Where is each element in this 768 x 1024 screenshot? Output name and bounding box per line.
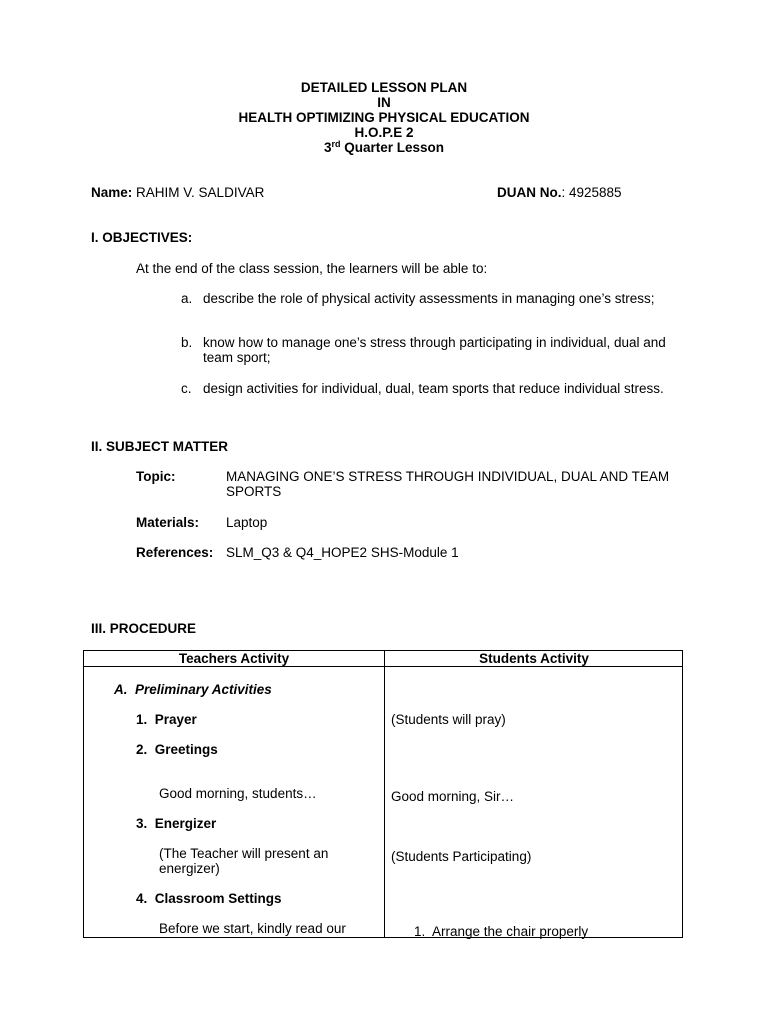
doc-title-quarter — [0, 140, 768, 155]
student-greeting: Good morning, Sir… — [391, 789, 515, 804]
duan-value: : 4925885 — [561, 185, 622, 200]
doc-title-line2: IN — [377, 95, 391, 110]
doc-title-line4: H.O.P.E 2 — [354, 125, 414, 140]
quarter-text: Quarter Lesson — [340, 140, 445, 155]
objectives-heading: I. OBJECTIVES: — [91, 230, 193, 245]
subject-matter-heading: II. SUBJECT MATTER — [91, 439, 229, 454]
topic-label: Topic: — [136, 469, 176, 484]
materials-value: Laptop — [226, 515, 268, 530]
item-prayer: 1. Prayer — [136, 712, 197, 727]
objective-marker: c. — [181, 381, 192, 396]
section-preliminary: A. Preliminary Activities — [114, 682, 272, 697]
references-label: References: — [136, 545, 214, 560]
table-column-divider — [384, 651, 385, 937]
objective-marker: a. — [181, 291, 193, 306]
objective-text: know how to manage one’s stress through participating in individual, dual and team sport; — [203, 335, 666, 365]
col-header-students: Students Activity — [479, 651, 589, 666]
name-label: Name: — [91, 185, 133, 200]
col-header-teachers: Teachers Activity — [178, 651, 290, 666]
table-header-divider — [84, 666, 682, 667]
procedure-table — [83, 650, 683, 938]
topic-value: MANAGING ONE’S STRESS THROUGH INDIVIDUAL, DUAL AND TEAM SPORTS — [226, 469, 670, 499]
doc-title-line3: HEALTH OPTIMIZING PHYSICAL EDUCATION — [238, 110, 530, 125]
objective-text: describe the role of physical activity assessments in managing one’s stress; — [203, 291, 655, 306]
objective-marker: b. — [181, 335, 193, 350]
quarter-number: 3 — [323, 140, 332, 155]
teacher-greeting: Good morning, students… — [159, 786, 317, 801]
name-line — [91, 185, 264, 200]
teacher-energizer: (The Teacher will present an energizer) — [159, 846, 329, 876]
item-classroom-settings: 4. Classroom Settings — [136, 891, 282, 906]
procedure-heading: III. PROCEDURE — [91, 621, 197, 636]
references-value: SLM_Q3 & Q4_HOPE2 SHS-Module 1 — [226, 545, 459, 560]
objectives-intro: At the end of the class session, the learners will be able to: — [136, 261, 488, 276]
student-energizer: (Students Participating) — [391, 849, 532, 864]
item-energizer: 3. Energizer — [136, 816, 217, 831]
name-value: RAHIM V. SALDIVAR — [136, 185, 265, 200]
materials-label: Materials: — [136, 515, 200, 530]
duan-label: DUAN No. — [497, 185, 562, 200]
quarter-superscript: rd — [331, 139, 341, 149]
duan-line — [497, 185, 622, 200]
student-classroom-settings: 1. Arrange the chair properly — [414, 924, 589, 939]
doc-title-line1: DETAILED LESSON PLAN — [300, 80, 468, 95]
objective-text: design activities for individual, dual, team sports that reduce individual stress. — [203, 381, 664, 396]
teacher-classroom-settings: Before we start, kindly read our — [159, 921, 346, 936]
student-prayer: (Students will pray) — [391, 712, 506, 727]
item-greetings: 2. Greetings — [136, 742, 218, 757]
